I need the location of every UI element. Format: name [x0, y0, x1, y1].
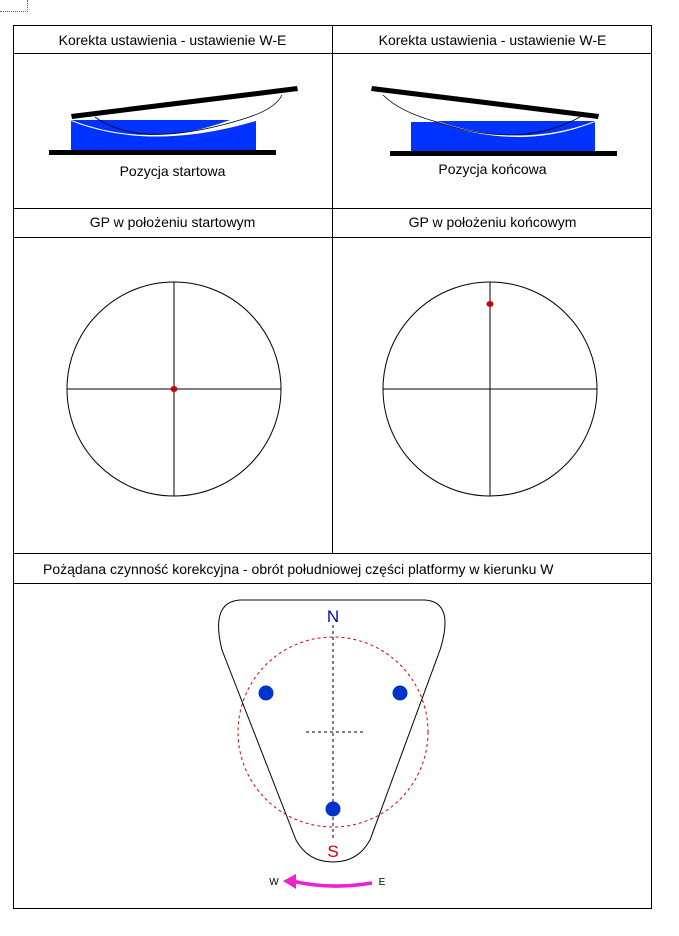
caption-end-position: Pozycja końcowa — [438, 161, 547, 177]
triangular-platform — [219, 600, 445, 862]
platform-foot — [259, 686, 274, 701]
platform-foot — [393, 686, 408, 701]
west-label: W — [269, 877, 279, 888]
south-label: S — [327, 842, 339, 861]
rotation-arrow — [292, 881, 372, 886]
arrow-head-icon — [283, 874, 296, 889]
header-mid-right: GP w położeniu końcowym — [408, 214, 577, 230]
header-top-left: Korekta ustawienia - ustawienie W-E — [58, 32, 287, 48]
header-top-right: Korekta ustawienia - ustawienie W-E — [378, 32, 607, 48]
platform-foot — [326, 802, 341, 817]
caption-start-position: Pozycja startowa — [119, 163, 226, 179]
header-mid-left: GP w położeniu startowym — [89, 214, 256, 230]
east-label: E — [378, 877, 386, 888]
north-label: N — [326, 607, 340, 626]
header-bottom: Pożądana czynność korekcyjna - obrót południowej części platformy w kierunku W — [43, 561, 554, 577]
